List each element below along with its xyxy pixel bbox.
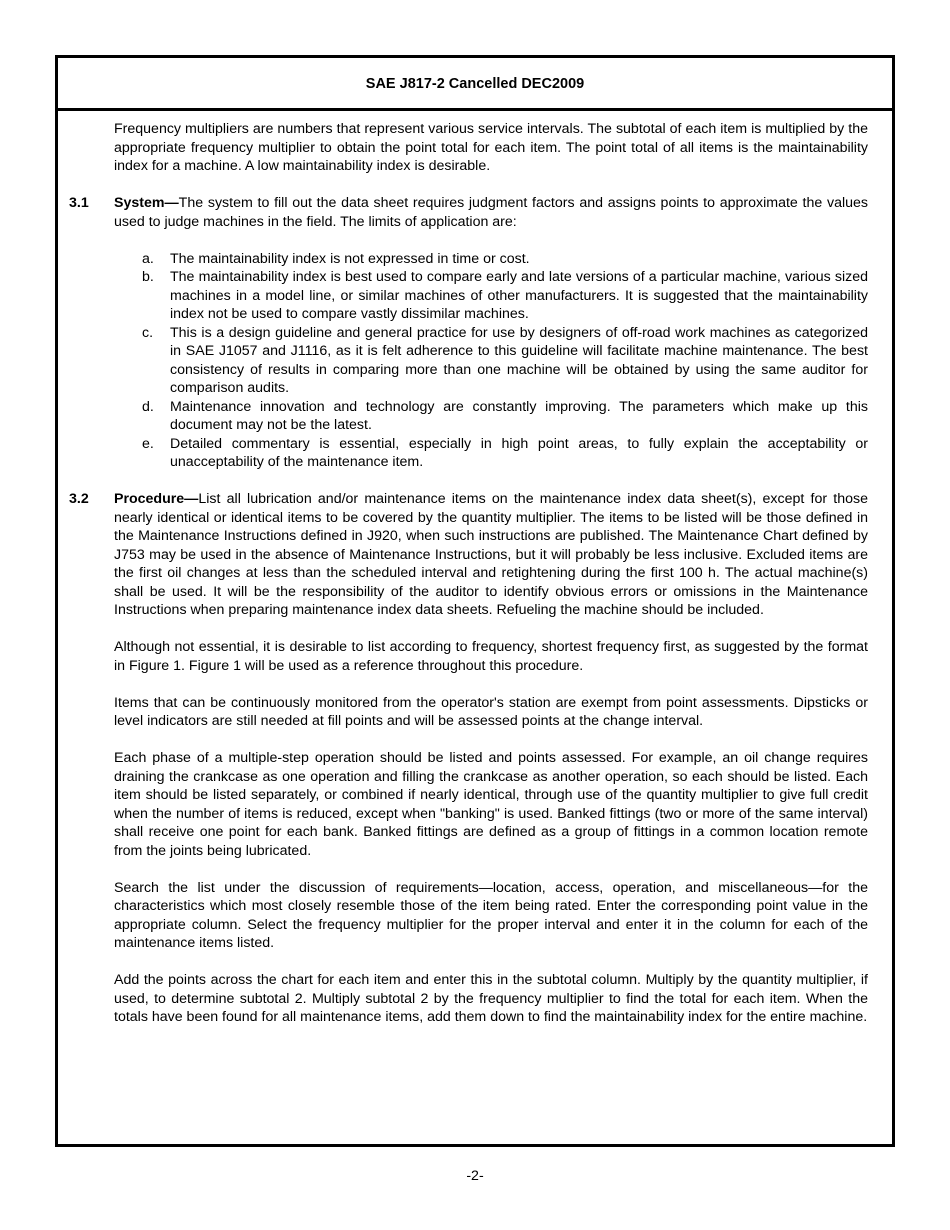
procedure-paragraph: Add the points across the chart for each item and enter this in the subtotal column. Multiply by the quantity multiplier, if used, to determine subtotal 2. Multiply subtotal 2 by the frequency multiplier to find the total for each item. When the totals have been found for all maintenance items, add them down to find the maintainability index for the entire machine. xyxy=(114,972,868,1025)
section-body xyxy=(114,194,868,472)
list-letter: e. xyxy=(142,435,154,452)
section-intro xyxy=(114,194,868,231)
list-letter: b. xyxy=(142,269,154,285)
page-content xyxy=(58,111,892,1027)
list-letter: d. xyxy=(142,398,154,415)
page-number: -2- xyxy=(466,1168,484,1184)
section-text: The system to fill out the data sheet requires judgment factors and assigns points to approximate the values used to judge machines in the field. The limits of application are: xyxy=(114,195,868,230)
list-letter: a. xyxy=(142,250,154,267)
section-number: 3.1 xyxy=(69,195,89,211)
document-title: SAE J817-2 Cancelled DEC2009 xyxy=(365,76,585,92)
section-number: 3.2 xyxy=(69,491,89,507)
list-text: Detailed commentary is essential, especially in high point areas, to fully explain the acceptability or unacceptability of the maintenance item. xyxy=(170,435,868,470)
procedure-paragraph: Although not essential, it is desirable to list according to frequency, shortest frequency first, as suggested by the format in Figure 1. Figure 1 will be used as a reference throughout this procedure. xyxy=(114,639,868,674)
section-intro xyxy=(114,490,868,620)
section-text: List all lubrication and/or maintenance items on the maintenance index data sheet(s), except for those nearly identical or identical items to be covered by the quantity multiplier. The items to be listed will be those defined in the Maintenance Instructions defined in J920, when such instructions are published. The Maintenance Chart defined by J753 may be used in the absence of Maintenance Instructions, but it will probably be less inclusive. Excluded items are the first oil changes at less than the scheduled interval and retightening during the first 100 h. The actual machine(s) shall be used. It will be the responsibility of the auditor to identify obvious errors or omissions in the Maintenance Instructions when preparing maintenance index data sheets. Refueling the machine should be included. xyxy=(114,491,868,618)
list-text: This is a design guideline and general practice for use by designers of off-road work machines as categorized in SAE J1057 and J1116, as it is felt adherence to this guideline will facilitate machine maintenance. The best consistency of results in comparing more than one machine will be obtained by using the same auditor for comparison audits. xyxy=(170,324,868,396)
page-header xyxy=(58,58,892,111)
section-heading: Procedure— xyxy=(114,491,199,507)
section-3-2 xyxy=(69,490,868,1027)
list-item xyxy=(142,324,868,398)
list-text: The maintainability index is best used to compare early and late versions of a particular machine, various sized machines in a model line, or similar machines of other manufacturers. It is suggested that the maintainability index not be used to compare vastly dissimilar machines. xyxy=(170,269,868,322)
list-text: Maintenance innovation and technology are constantly improving. The parameters which make up this document may not be the latest. xyxy=(170,398,868,433)
list-item xyxy=(142,268,868,324)
list-item xyxy=(142,398,868,435)
list-letter: c. xyxy=(142,324,154,341)
page-frame xyxy=(55,55,895,1147)
intro-paragraph: Frequency multipliers are numbers that represent various service intervals. The subtotal of each item is multiplied by the appropriate frequency multiplier to obtain the point total for each item. The point total of all items is the maintainability index for a machine. A low maintainability index is desirable. xyxy=(114,121,868,174)
procedure-paragraph: Each phase of a multiple-step operation should be listed and points assessed. For example, an oil change requires draining the crankcase as one operation and filling the crankcase as another operation, so each should be listed. Each item should be listed separately, or combined if nearly identical, through use of the quantity multiplier to give full credit when the number of items is reduced, except when "banking" is used. Banked fittings (two or more of the same interval) shall receive one point for each bank. Banked fittings are defined as a group of fittings in a common location remote from the joints being lubricated. xyxy=(114,750,868,859)
section-3-1 xyxy=(69,194,868,472)
list-text: The maintainability index is not expressed in time or cost. xyxy=(170,250,530,267)
limits-list xyxy=(142,250,868,472)
section-body xyxy=(114,490,868,1027)
procedure-paragraph: Items that can be continuously monitored from the operator's station are exempt from point assessments. Dipsticks or level indicators are still needed at fill points and will be assessed points at the change interval. xyxy=(114,694,868,729)
procedure-paragraph: Search the list under the discussion of requirements—location, access, operation, and miscellaneous—for the characteristics which most closely resemble those of the item being rated. Enter the corresponding point value in the appropriate column. Select the frequency multiplier for the proper interval and enter it in the column for each of the maintenance items listed. xyxy=(114,879,868,951)
list-item xyxy=(142,435,868,472)
section-heading: System— xyxy=(114,195,179,211)
list-item xyxy=(142,250,868,269)
